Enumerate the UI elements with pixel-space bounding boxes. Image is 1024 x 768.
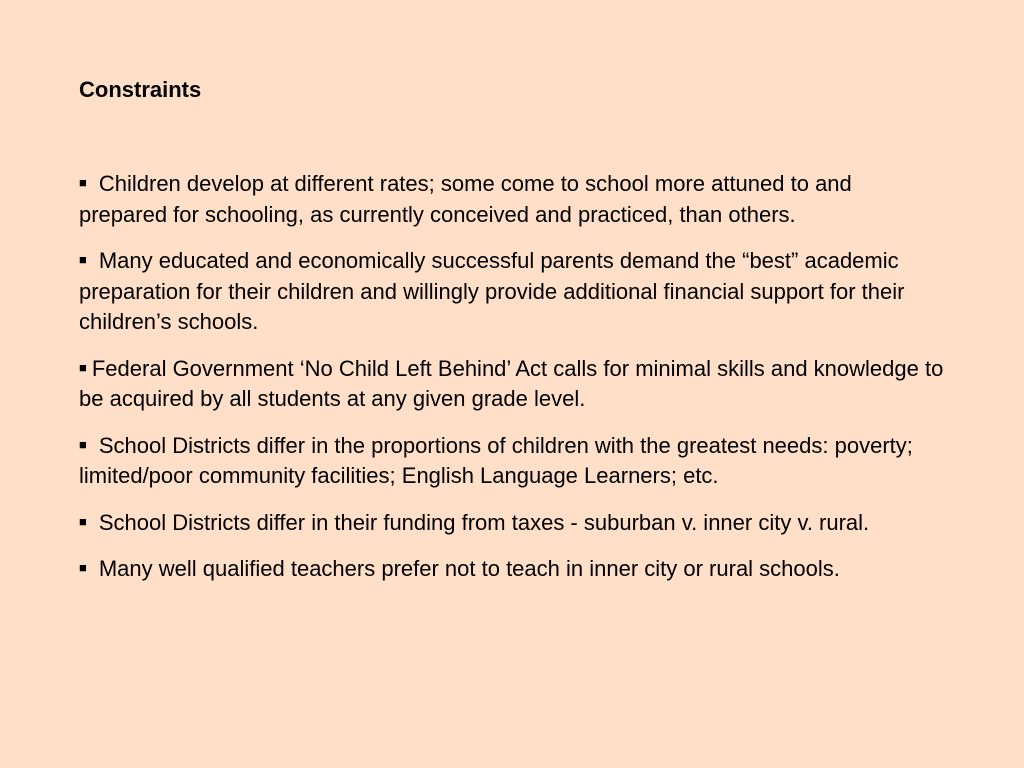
square-bullet-icon: ■ bbox=[79, 513, 87, 529]
bullet-text: Children develop at different rates; some come to school more attuned to and prepared for schooling, as currently conceived and practiced, than others. bbox=[79, 171, 852, 227]
bullet-text: Federal Government ‘No Child Left Behind’ Act calls for minimal skills and knowledge to be acquired by all students at any given grade level. bbox=[79, 355, 944, 411]
bullet-text: Many educated and economically successful parents demand the “best” academic preparation for their children and willingly provide additional financial support for their children’s schools. bbox=[79, 248, 905, 334]
bullet-item bbox=[79, 353, 945, 415]
square-bullet-icon: ■ bbox=[79, 359, 87, 375]
square-bullet-icon: ■ bbox=[79, 175, 87, 190]
square-bullet-icon: ■ bbox=[79, 252, 87, 267]
square-bullet-icon: ■ bbox=[79, 560, 87, 575]
bullet-text: School Districts differ in the proportions of children with the greatest needs: poverty; limited/poor community facilities; English Language Learners; etc. bbox=[79, 432, 913, 488]
slide-title: Constraints bbox=[79, 77, 202, 102]
bullet-item bbox=[79, 553, 945, 585]
bullet-item bbox=[79, 507, 945, 539]
bullet-list bbox=[79, 168, 945, 600]
bullet-text: Many well qualified teachers prefer not to teach in inner city or rural schools. bbox=[98, 556, 840, 581]
bullet-text: School Districts differ in their funding from taxes - suburban v. inner city v. rural. bbox=[98, 509, 870, 535]
square-bullet-icon: ■ bbox=[79, 436, 87, 452]
bullet-item bbox=[79, 168, 945, 230]
bullet-item bbox=[79, 245, 945, 338]
bullet-item bbox=[79, 430, 945, 492]
